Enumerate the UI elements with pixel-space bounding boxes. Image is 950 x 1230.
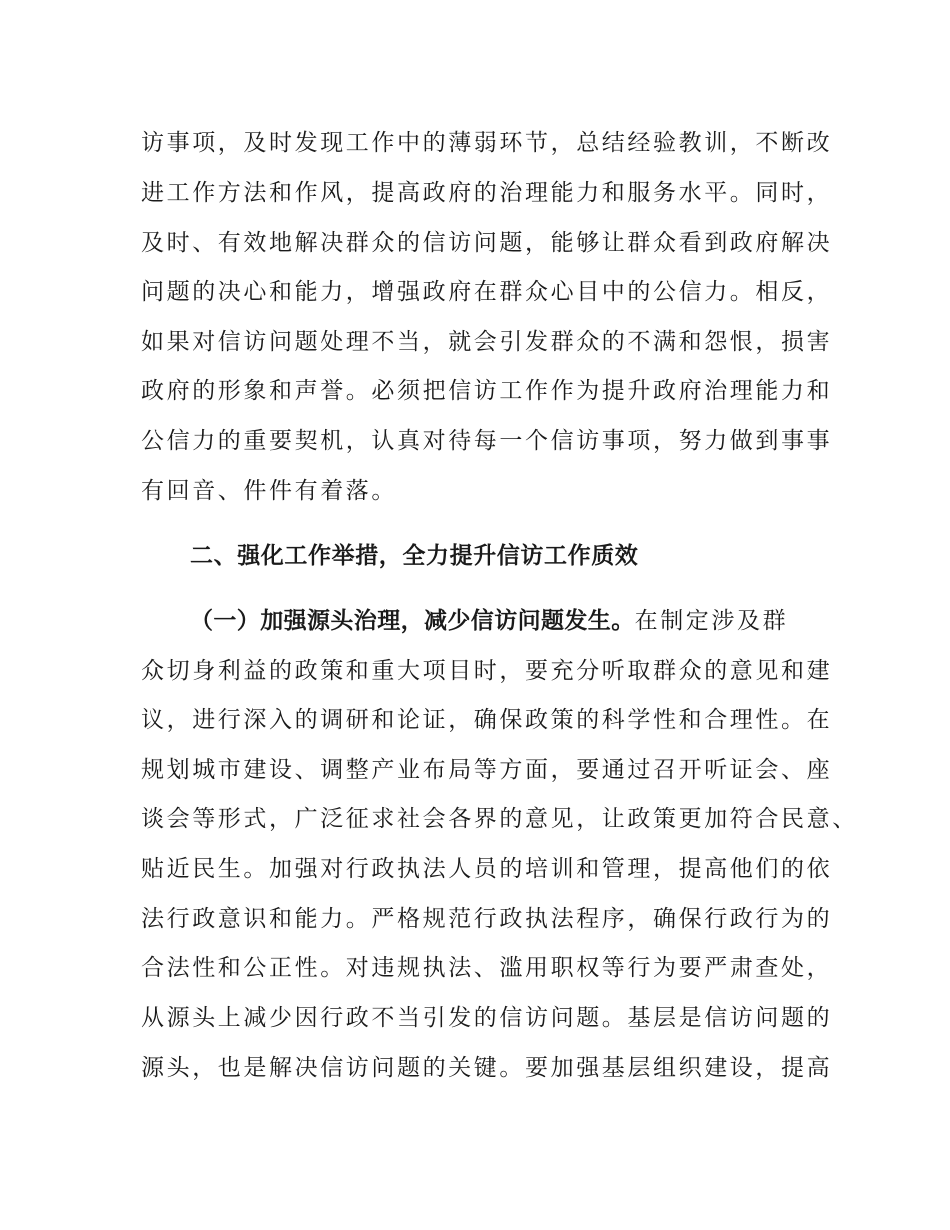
- paragraph-line: 众切身利益的政策和重大项目时，要充分听取群众的意见和建: [141, 658, 833, 684]
- paragraph-line: 政府的形象和声誉。必须把信访工作作为提升政府治理能力和: [141, 378, 833, 404]
- paragraph-line: 源头，也是解决信访问题的关键。要加强基层组织建设，提高: [141, 1055, 833, 1081]
- paragraph-line: 进工作方法和作风，提高政府的治理能力和服务水平。同时，: [141, 180, 833, 206]
- paragraph-line: 法行政意识和能力。严格规范行政执法程序，确保行政行为的: [141, 906, 833, 932]
- paragraph-line: 议，进行深入的调研和论证，确保政策的科学性和合理性。在: [141, 707, 833, 733]
- paragraph-line: 从源头上减少因行政不当引发的信访问题。基层是信访问题的: [141, 1005, 833, 1031]
- paragraph-line: 合法性和公正性。对违规执法、滥用职权等行为要严肃查处，: [141, 955, 833, 981]
- paragraph-line: 公信力的重要契机，认真对待每一个信访事项，努力做到事事: [141, 428, 833, 454]
- paragraph-lead-line: [190, 606, 870, 636]
- paragraph-line: 有回音、件件有着落。: [141, 478, 397, 504]
- paragraph-line: 访事项，及时发现工作中的薄弱环节，总结经验教训，不断改: [141, 130, 833, 156]
- paragraph-line: 问题的决心和能力，增强政府在群众心目中的公信力。相反，: [141, 279, 833, 305]
- paragraph-line: 规划城市建设、调整产业布局等方面，要通过召开听证会、座: [141, 757, 833, 783]
- paragraph-line: 及时、有效地解决群众的信访问题，能够让群众看到政府解决: [141, 230, 833, 256]
- paragraph-line: 如果对信访问题处理不当，就会引发群众的不满和怨恨，损害: [141, 329, 833, 355]
- paragraph-lead-rest: 在制定涉及群: [634, 608, 789, 634]
- section-heading: 二、强化工作举措，全力提升信访工作质效: [190, 543, 639, 569]
- paragraph-line: 谈会等形式，广泛征求社会各界的意见，让政策更加符合民意、: [141, 806, 858, 832]
- paragraph-line: 贴近民生。加强对行政执法人员的培训和管理，提高他们的依: [141, 856, 833, 882]
- paragraph-lead-bold: （一）加强源头治理，减少信访问题发生。: [190, 608, 635, 634]
